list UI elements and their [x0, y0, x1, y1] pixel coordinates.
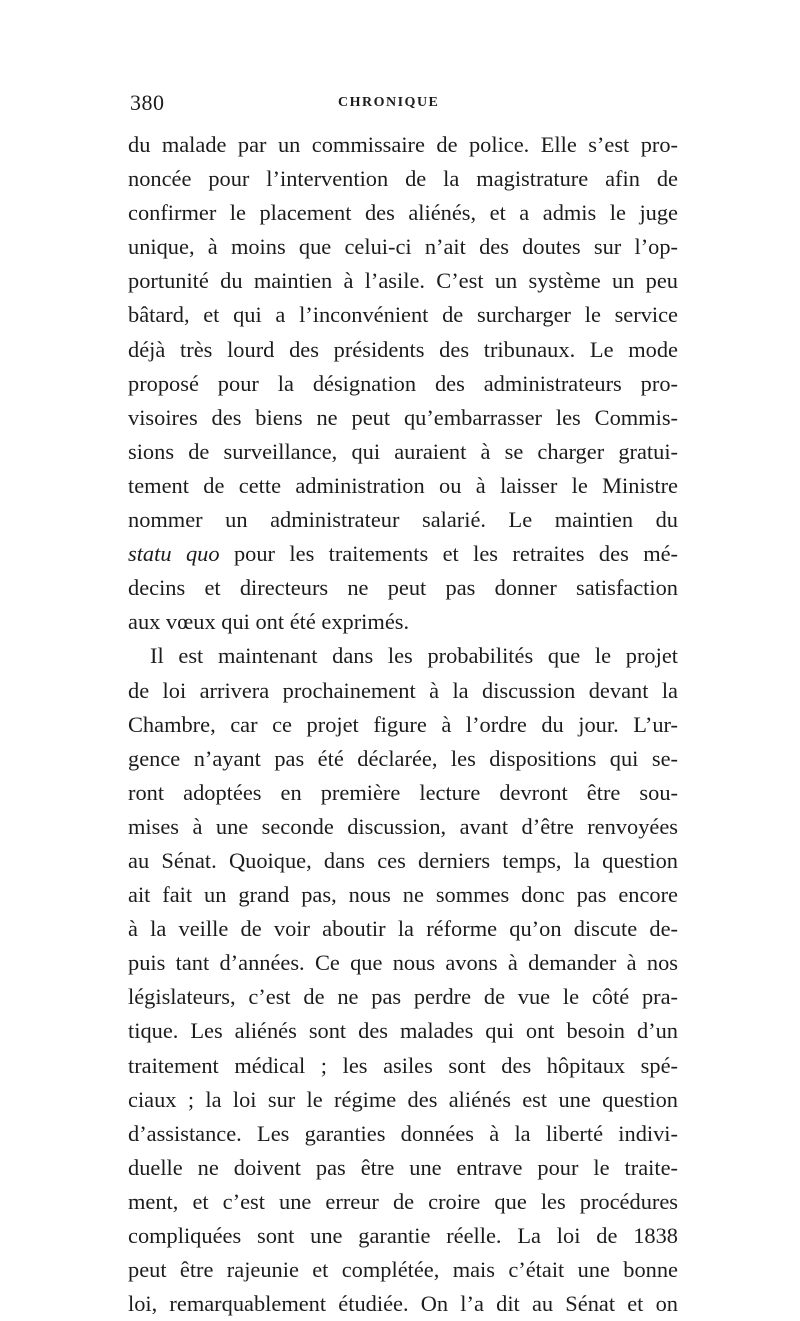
text-line: Chambre, car ce projet figure à l’ordre du jour. L’ur- — [128, 711, 678, 737]
text-line: déjà très lourd des présidents des tribunaux. Le mode — [128, 336, 678, 362]
text-line: peut être rajeunie et complétée, mais c’était une bonne — [128, 1257, 678, 1283]
text-line-continuation: pour les traitements et les retraites des mé- — [219, 541, 678, 567]
text-line: compliquées sont une garantie réelle. La loi de 1838 — [128, 1223, 678, 1248]
text-line: du malade par un commissaire de police. Elle s’est pro- — [128, 132, 678, 157]
text-line-with-italic — [128, 537, 678, 571]
text-line: proposé pour la désignation des administrateurs pro- — [128, 370, 678, 396]
paragraph-start-line: Il est maintenant dans les probabilités que le projet — [150, 643, 678, 669]
text-line: bâtard, et qui a l’inconvénient de surcharger le service — [128, 302, 678, 328]
text-line: portunité du maintien à l’asile. C’est un système un peu — [128, 268, 678, 294]
text-line: ait fait un grand pas, nous ne sommes donc pas encore — [128, 882, 678, 908]
text-line: mises à une seconde discussion, avant d’être renvoyées — [128, 813, 678, 839]
text-line: sions de surveillance, qui auraient à se charger gratui- — [128, 438, 678, 464]
text-line: loi, remarquablement étudiée. On l’a dit au Sénat et on — [128, 1291, 678, 1317]
text-line: duelle ne doivent pas être une entrave pour le traite- — [128, 1154, 678, 1180]
text-line: de loi arrivera prochainement à la discussion devant la — [128, 677, 678, 703]
text-line: confirmer le placement des aliénés, et a admis le juge — [128, 200, 678, 226]
page-header — [128, 90, 678, 118]
text-line: decins et directeurs ne peut pas donner satisfaction — [128, 575, 678, 601]
body-text — [128, 128, 678, 1321]
text-line: unique, à moins que celui-ci n’ait des doutes sur l’op- — [128, 234, 678, 260]
text-line: visoires des biens ne peut qu’embarrasser les Commis- — [128, 404, 678, 430]
text-line: tique. Les aliénés sont des malades qui ont besoin d’un — [128, 1018, 678, 1044]
italic-phrase-statu-quo: statu quo — [128, 541, 220, 567]
text-line: gence n’ayant pas été déclarée, les dispositions qui se- — [128, 745, 678, 771]
text-line: ciaux ; la loi sur le régime des aliénés est une question — [128, 1086, 678, 1112]
text-line: à la veille de voir aboutir la réforme qu’on discute de- — [128, 916, 678, 942]
text-line: tement de cette administration ou à laisser le Ministre — [128, 472, 678, 498]
text-line: traitement médical ; les asiles sont des hôpitaux spé- — [128, 1052, 678, 1078]
text-line: ment, et c’est une erreur de croire que les procédures — [128, 1188, 678, 1214]
text-line: puis tant d’années. Ce que nous avons à demander à nos — [128, 950, 678, 976]
text-line: ront adoptées en première lecture devront être sou- — [128, 779, 678, 805]
text-line: d’assistance. Les garanties données à la liberté indivi- — [128, 1120, 678, 1146]
text-line: aux vœux qui ont été exprimés. — [128, 609, 410, 635]
running-head: CHRONIQUE — [338, 95, 440, 110]
text-line: noncée pour l’intervention de la magistrature afin de — [128, 166, 678, 192]
text-line: au Sénat. Quoique, dans ces derniers temps, la question — [128, 847, 678, 873]
text-line: législateurs, c’est de ne pas perdre de vue le côté pra- — [128, 984, 678, 1010]
page-number: 380 — [130, 90, 165, 115]
text-line: nommer un administrateur salarié. Le maintien du — [128, 507, 678, 533]
